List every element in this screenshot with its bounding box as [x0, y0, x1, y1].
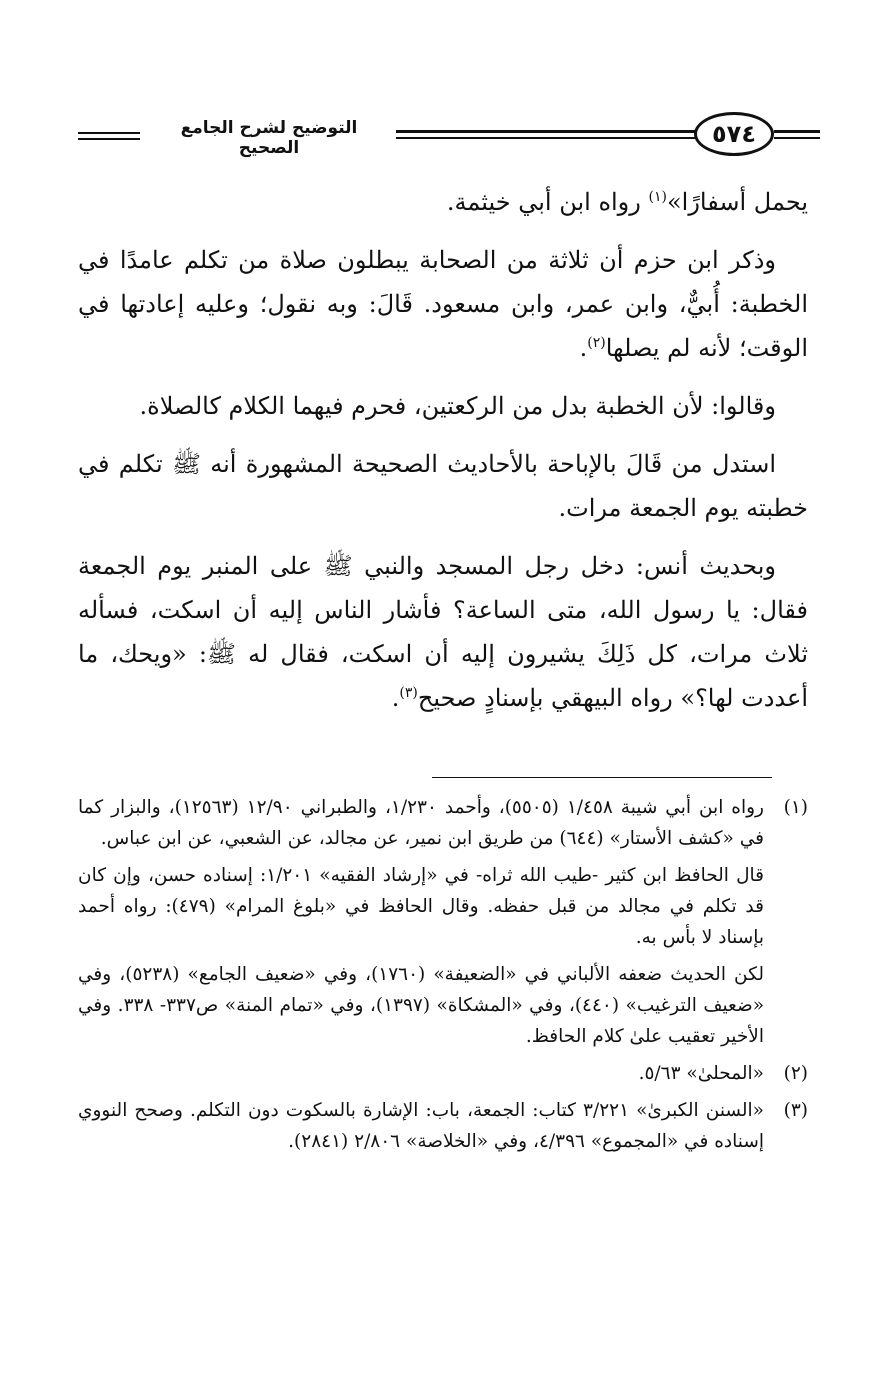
header-rule	[774, 137, 820, 139]
header-rule	[78, 138, 140, 140]
footnote-text: لكن الحديث ضعفه الألباني في «الضعيفة» (١٧٦٠)، وفي «ضعيف الجامع» (٥٢٣٨)، وفي «ضعيف الترغيب» (٤٤٠)، وفي «المشكاة» (١٣٩٧)، وفي «تمام المنة» ص٣٣٧- ٣٣٨. وفي الأخير تعقيب علىٰ كلام الحافظ.	[78, 964, 765, 1047]
paragraph-text: استدل من قَالَ بالإباحة بالأحاديث الصحيحة المشهورة أنه ﷺ تكلم في خطبته يوم الجمعة مرات.	[78, 450, 808, 522]
paragraph	[78, 442, 808, 530]
footnote	[78, 792, 808, 1058]
page-number: ٥٧٤	[694, 112, 774, 156]
footnote-number: (٣)	[783, 1100, 808, 1121]
footnote-ref: (٣)	[399, 685, 418, 701]
header-rule	[396, 130, 696, 133]
footnote-separator	[432, 777, 772, 778]
footnote-number: (٢)	[783, 1063, 808, 1084]
footnote-body	[78, 792, 764, 1058]
header-rule	[774, 130, 820, 133]
footnotes	[78, 792, 808, 1163]
paragraph-text: وقالوا: لأن الخطبة بدل من الركعتين، فحرم فيهما الكلام كالصلاة.	[139, 392, 776, 420]
header-rule	[78, 132, 140, 134]
paragraph-text: وذكر ابن حزم أن ثلاثة من الصحابة يبطلون صلاة من تكلم عامدًا في الخطبة: أُبيٌّ، وابن عمر، وابن مسعود. قَالَ: وبه نقول؛ وعليه إعادتها في الوقت؛ لأنه لم يصلها	[78, 246, 808, 362]
main-text	[78, 180, 808, 734]
paragraph	[78, 180, 808, 224]
paragraph	[78, 384, 808, 428]
footnote-text: «المحلىٰ» ٥/٦٣.	[638, 1063, 764, 1084]
footnote-ref: (١)	[648, 189, 667, 205]
footnote-body	[78, 1095, 764, 1163]
running-header	[78, 108, 820, 162]
paragraph-text: يحمل أسفارًا»	[666, 188, 808, 216]
footnote-body	[78, 1058, 764, 1095]
paragraph	[78, 238, 808, 370]
paragraph-text: رواه ابن أبي خيثمة.	[446, 188, 649, 216]
footnote-text: رواه ابن أبي شيبة ١/٤٥٨ (٥٥٠٥)، وأحمد ١/٢٣٠، والطبراني ١٢/٩٠ (١٢٥٦٣)، والبزار كما في «كشف الأستار» (٦٤٤) من طريق ابن نمير، عن مجالد، عن الشعبي، عن ابن عباس.	[78, 797, 764, 849]
footnote-text: قال الحافظ ابن كثير -طيب الله ثراه- في «إرشاد الفقيه» ١/٢٠١: إسناده حسن، وإن كان قد تكلم في مجالد من قبل حفظه. وقال الحافظ في «بلوغ المرام» (٤٧٩): رواه أحمد بإسناد لا بأس به.	[78, 865, 764, 948]
footnote	[78, 1095, 808, 1163]
footnote-number: (١)	[783, 797, 808, 818]
paragraph	[78, 544, 808, 720]
paragraph-text: .	[391, 684, 400, 712]
footnote-ref: (٢)	[587, 335, 606, 351]
header-rule	[396, 137, 696, 139]
footnote	[78, 1058, 808, 1095]
running-title: التوضيح لشرح الجامع الصحيح	[180, 118, 358, 158]
paragraph-text: .	[579, 334, 588, 362]
paragraph-text: وبحديث أنس: دخل رجل المسجد والنبي ﷺ على المنبر يوم الجمعة فقال: يا رسول الله، متى الساعة؟ فأشار الناس إليه أن اسكت، فسأله ثلاث مرات، كل ذَلِكَ يشيرون إليه أن اسكت، فقال له ﷺ: «ويحك، ما أعددت لها؟» رواه البيهقي بإسنادٍ صحيح	[78, 552, 808, 712]
footnote-text: «السنن الكبرىٰ» ٣/٢٢١ كتاب: الجمعة، باب: الإشارة بالسكوت دون التكلم. وصحح النووي إسناده في «المجموع» ٤/٣٩٦، وفي «الخلاصة» ٢/٨٠٦ (٢٨٤١).	[78, 1100, 764, 1152]
